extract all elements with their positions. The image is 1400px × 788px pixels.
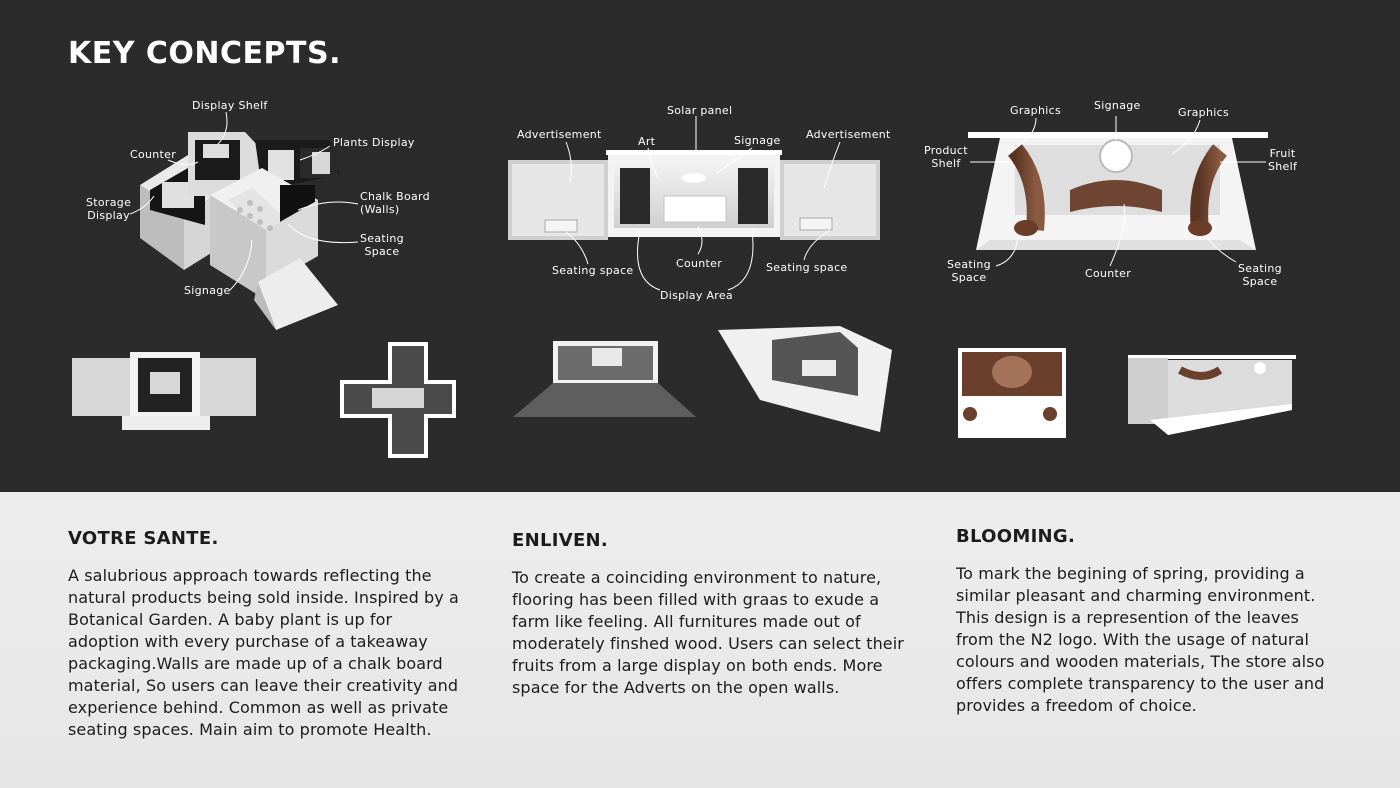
label-chalk-board: Chalk Board (Walls)	[360, 190, 430, 216]
small-views-row	[72, 326, 1296, 458]
label-advertisement-right: Advertisement	[806, 128, 891, 141]
label-seating-left-3: Seating Space	[947, 258, 991, 284]
concept-blooming	[956, 526, 1336, 717]
label-seating-right-3: Seating Space	[1238, 262, 1282, 288]
label-seating-space: Seating Space	[360, 232, 404, 258]
label-display-shelf: Display Shelf	[192, 99, 268, 112]
votre-sante-3d-render	[140, 132, 340, 330]
concept-heading: ENLIVEN.	[512, 530, 609, 551]
enliven-3d-render	[508, 150, 880, 240]
label-seating-left: Seating space	[552, 264, 634, 277]
label-signage-2: Signage	[734, 134, 781, 147]
label-display-area: Display Area	[660, 289, 733, 302]
label-solar-panel: Solar panel	[667, 104, 733, 117]
label-graphics-left: Graphics	[1010, 104, 1061, 117]
label-product-shelf: Product Shelf	[924, 144, 968, 170]
concept-description: A salubrious approach towards reflecting the natural products being sold inside. Inspired by a Botanical Garden. A baby plant is up for adoption with every purchase of a takeaway packaging.Walls are made up of a chalk board material, So users can leave their creativity and experience behind. Common as well as private seating spaces. Main aim to promote Health.	[68, 566, 459, 739]
label-signage-3: Signage	[1094, 99, 1141, 112]
label-seating-right: Seating space	[766, 261, 848, 274]
label-advertisement-left: Advertisement	[517, 128, 602, 141]
page-title: KEY CONCEPTS.	[68, 36, 341, 71]
label-counter-3: Counter	[1085, 267, 1132, 280]
concept-description: To create a coinciding environment to nature, flooring has been filled with graas to exude a farm like feeling. All furnitures made out of moderately finshed wood. Users can select their fruits from a large display on both ends. More space for the Adverts on the open walls.	[512, 568, 904, 697]
label-counter: Counter	[130, 148, 177, 161]
label-plants-display: Plants Display	[333, 136, 415, 149]
concept-description: To mark the begining of spring, providing a similar pleasant and charming environment. This design is a represention of the leaves from the N2 logo. With the usage of natural colours and wooden materials, The store also offers complete transparency to the user and provides a freedom of choice.	[956, 564, 1325, 715]
label-signage: Signage	[184, 284, 231, 297]
label-counter-2: Counter	[676, 257, 723, 270]
concept-heading: BLOOMING.	[956, 526, 1076, 547]
concept-votre-sante	[68, 528, 468, 741]
label-storage-display: Storage Display	[86, 196, 132, 222]
label-fruit-shelf: Fruit Shelf	[1268, 147, 1298, 173]
concept-enliven	[512, 530, 912, 699]
label-art: Art	[638, 135, 656, 148]
concept-heading: VOTRE SANTE.	[68, 528, 219, 549]
label-graphics-right: Graphics	[1178, 106, 1229, 119]
